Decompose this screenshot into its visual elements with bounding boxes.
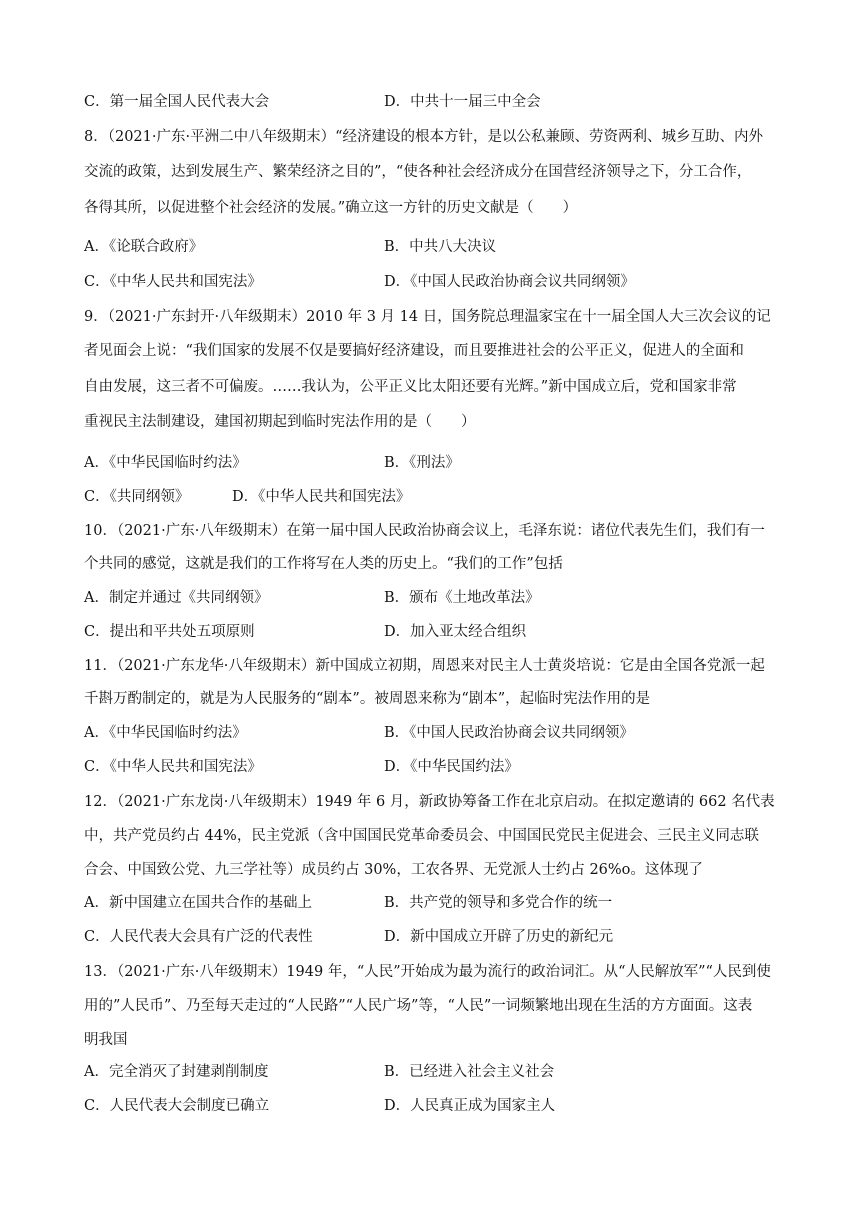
q8-option-c: C．《中华人民共和国宪法》 (84, 274, 262, 290)
q9-stem-line-2: 者见面会上说：“我们国家的发展不仅是要搞好经济建设，而且要推进社会的公平正义，促进人的全面和 (84, 343, 744, 359)
q8-option-d: D．《中国人民政治协商会议共同纲领》 (384, 274, 635, 290)
q11-stem-line-2: 千斟万酌制定的，就是为人民服务的“剧本”。被周恩来称为“剧本”，起临时宪法作用的是 (84, 691, 651, 707)
q13-option-b: B．已经进入社会主义社会 (384, 1064, 555, 1080)
q13-option-a: A．完全消灭了封建剥削制度 (84, 1064, 269, 1080)
q10-option-d: D．加入亚太经合组织 (384, 624, 527, 640)
q12-option-c: C．人民代表大会具有广泛的代表性 (84, 929, 313, 945)
q13-stem-line-3: 明我国 (84, 1032, 128, 1048)
q10-stem-line-1: 10．（2021·广东·八年级期末）在第一届中国人民政治协商会议上，毛泽东说：诸位代表先生们，我们有一 (84, 523, 765, 539)
q13-stem-line-1: 13．（2021·广东·八年级期末）1949 年，“人民”开始成为最为流行的政治词汇。从“人民解放军”“人民到使 (84, 964, 771, 980)
q10-option-c: C．提出和平共处五项原则 (84, 624, 255, 640)
q10-stem-line-2: 个共同的感觉，这就是我们的工作将写在人类的历史上。“我们的工作”包括 (84, 556, 563, 572)
q8-stem-line-3: 各得其所，以促进整个社会经济的发展。”确立这一方针的历史文献是（ ） (84, 200, 578, 216)
q9-option-b: B．《刑法》 (384, 455, 460, 471)
q10-option-b: B．颁布《土地改革法》 (384, 590, 540, 606)
q13-option-d: D．人民真正成为国家主人 (384, 1098, 556, 1114)
q11-option-c: C．《中华人民共和国宪法》 (84, 759, 262, 775)
q13-stem-line-2: 用的”人民币”、乃至每天走过的“人民路”“人民广场”等，“人民”一词频繁地出现在生活的方方面面。这表 (84, 998, 753, 1014)
q12-stem-line-1: 12．（2021·广东龙岗·八年级期末）1949 年 6 月，新政协筹备工作在北京启动。在拟定邀请的 662 名代表 (84, 794, 775, 810)
q9-option-c: C．《共同纲领》 (84, 489, 190, 505)
q9-option-d: D．《中华人民共和国宪法》 (232, 489, 411, 505)
q12-option-d: D．新中国成立开辟了历史的新纪元 (384, 929, 614, 945)
q10-option-a: A．制定并通过《共同纲领》 (84, 590, 269, 606)
q9-stem-line-3: 自由发展，这三者不可偏废。……我认为，公平正义比太阳还要有光辉。”新中国成立后，党和国家非常 (84, 379, 737, 395)
q8-option-b: B．中共八大决议 (384, 239, 497, 255)
q11-stem-line-1: 11．（2021·广东龙华·八年级期末）新中国成立初期，周恩来对民主人士黄炎培说：它是由全国各党派一起 (84, 658, 765, 674)
q11-option-d: D．《中华民国约法》 (384, 759, 519, 775)
q8-stem-line-2: 交流的政策，达到发展生产、繁荣经济之目的”，“使各种社会经济成分在国营经济领导之下，分工合作， (84, 164, 752, 180)
q13-option-c: C．人民代表大会制度已确立 (84, 1098, 270, 1114)
q12-option-a: A．新中国建立在国共合作的基础上 (84, 895, 312, 911)
q7-option-c: C．第一届全国人民代表大会 (84, 94, 270, 110)
q9-stem-line-1: 9．（2021·广东封开·八年级期末）2010 年 3 月 14 日，国务院总理温家宝在十一届全国人大三次会议的记 (84, 309, 771, 325)
q12-stem-line-3: 合会、中国致公党、九三学社等）成员约占 30%，工农各界、无党派人士约占 26%o。这体现了 (84, 862, 703, 878)
q12-stem-line-2: 中，共产党员约占 44%，民主党派（含中国国民党革命委员会、中国国民党民主促进会、三民主义同志联 (84, 828, 759, 844)
q11-option-b: B．《中国人民政治协商会议共同纲领》 (384, 725, 634, 741)
q9-option-a: A．《中华民国临时约法》 (84, 455, 247, 471)
q8-option-a: A．《论联合政府》 (84, 239, 204, 255)
q8-stem-line-1: 8．（2021·广东·平洲二中八年级期末）“经济建设的根本方针，是以公私兼顾、劳资两利、城乡互助、内外 (84, 129, 764, 145)
q12-option-b: B．共产党的领导和多党合作的统一 (384, 895, 613, 911)
q11-option-a: A．《中华民国临时约法》 (84, 725, 247, 741)
q7-option-d: D．中共十一届三中全会 (384, 94, 541, 110)
q9-stem-line-4: 重视民主法制建设，建国初期起到临时宪法作用的是（ ） (84, 414, 476, 430)
